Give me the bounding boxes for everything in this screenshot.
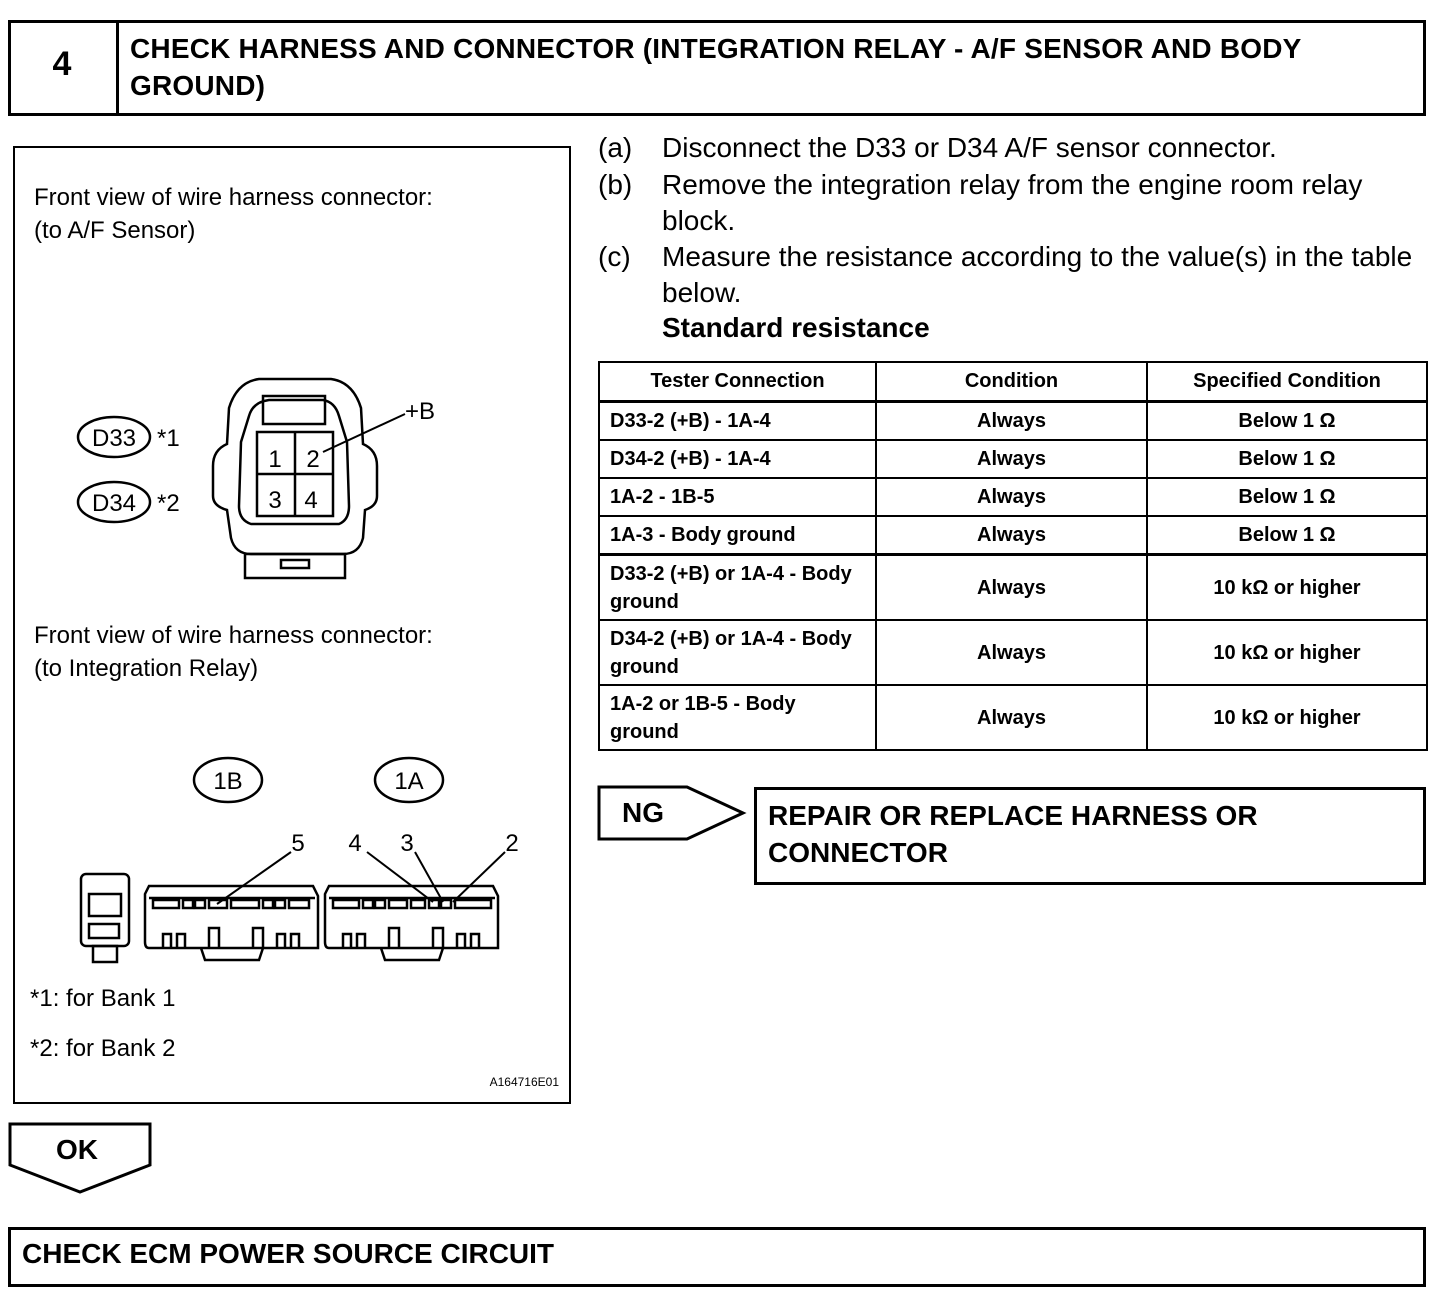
table-header: Specified Condition [1147, 362, 1427, 402]
relay-pin-2: 2 [505, 830, 519, 857]
table-header-row [599, 362, 1427, 402]
standard-resistance-title: Standard resistance [662, 312, 930, 343]
table-row [599, 685, 1427, 750]
next-step-text: CHECK ECM POWER SOURCE CIRCUIT [22, 1238, 555, 1269]
instruction-c-label: (c) [598, 241, 631, 272]
table-cell: 1A-3 - Body ground [599, 516, 876, 555]
table-cell: Always [876, 620, 1147, 685]
table-cell: 10 kΩ or higher [1147, 685, 1427, 750]
table-cell: Below 1 Ω [1147, 516, 1427, 555]
table-cell: D33-2 (+B) - 1A-4 [599, 402, 876, 441]
relay-pin-3: 3 [400, 830, 414, 857]
af-pin-3: 3 [268, 487, 282, 514]
caption-af-line1: Front view of wire harness connector: [34, 184, 433, 211]
table-row [599, 402, 1427, 441]
resistance-table [598, 361, 1428, 751]
relay-pin-4: 4 [348, 830, 362, 857]
instruction-b-label: (b) [598, 169, 633, 200]
figure-id: A164716E01 [489, 1075, 559, 1089]
table-cell: 10 kΩ or higher [1147, 555, 1427, 621]
table-cell: Below 1 Ω [1147, 478, 1427, 516]
pin-leader-lines [217, 852, 505, 904]
caption-relay-line2: (to Integration Relay) [34, 655, 259, 682]
label-d33: D33 [91, 425, 137, 452]
af-pin-2: 2 [306, 446, 320, 473]
table-cell: Always [876, 440, 1147, 478]
table-cell: 10 kΩ or higher [1147, 620, 1427, 685]
table-cell: Always [876, 516, 1147, 555]
table-cell: Below 1 Ω [1147, 440, 1427, 478]
table-header: Tester Connection [599, 362, 876, 402]
note-bank1: *1: for Bank 1 [30, 985, 176, 1012]
table-cell: Always [876, 685, 1147, 750]
relay-connector-1a [325, 886, 498, 960]
connector-diagram [13, 146, 571, 1104]
d34-note-ref: *2 [157, 490, 180, 517]
caption-relay-line1: Front view of wire harness connector: [34, 622, 433, 649]
instruction-a-label: (a) [598, 132, 633, 163]
table-cell: Always [876, 402, 1147, 441]
instruction-c [598, 239, 1438, 315]
af-pin-1: 1 [268, 446, 282, 473]
note-bank2: *2: for Bank 2 [30, 1035, 176, 1062]
d33-note-ref: *1 [157, 425, 180, 452]
label-d34: D34 [91, 490, 137, 517]
table-row [599, 516, 1427, 555]
table-row [599, 555, 1427, 621]
table-row [599, 478, 1427, 516]
step-title: CHECK HARNESS AND CONNECTOR (INTEGRATION RELAY - A/F SENSOR AND BODY GROUND) [130, 33, 1302, 101]
step-number: 4 [8, 20, 119, 116]
table-cell: D34-2 (+B) or 1A-4 - Body ground [599, 620, 876, 685]
label-1b: 1B [213, 768, 243, 795]
table-cell: 1A-2 or 1B-5 - Body ground [599, 685, 876, 750]
instruction-a-text: Disconnect the D33 or D34 A/F sensor connector. [662, 132, 1277, 163]
table-cell: Always [876, 555, 1147, 621]
caption-af-line2: (to A/F Sensor) [34, 217, 196, 244]
ng-result-text: REPAIR OR REPLACE HARNESS OR CONNECTOR [768, 800, 1258, 868]
label-1a: 1A [394, 768, 424, 795]
af-sensor-connector [213, 379, 405, 578]
relay-small-plug [81, 874, 129, 962]
label-plus-b: +B [405, 398, 436, 425]
table-cell: D33-2 (+B) or 1A-4 - Body ground [599, 555, 876, 621]
table-row [599, 440, 1427, 478]
ng-label: NG [622, 797, 664, 828]
instruction-a [598, 130, 1438, 170]
relay-pin-5: 5 [291, 830, 305, 857]
ng-arrow-icon [597, 784, 749, 844]
instruction-b [598, 167, 1438, 243]
instruction-b-text: Remove the integration relay from the engine room relay block. [662, 169, 1363, 236]
af-pin-4: 4 [304, 487, 318, 514]
table-cell: 1A-2 - 1B-5 [599, 478, 876, 516]
relay-connector-1b [145, 886, 318, 960]
table-row [599, 620, 1427, 685]
instruction-c-text: Measure the resistance according to the value(s) in the table below. [662, 241, 1413, 308]
ok-label: OK [56, 1134, 98, 1165]
table-cell: D34-2 (+B) - 1A-4 [599, 440, 876, 478]
table-header: Condition [876, 362, 1147, 402]
table-cell: Below 1 Ω [1147, 402, 1427, 441]
table-cell: Always [876, 478, 1147, 516]
